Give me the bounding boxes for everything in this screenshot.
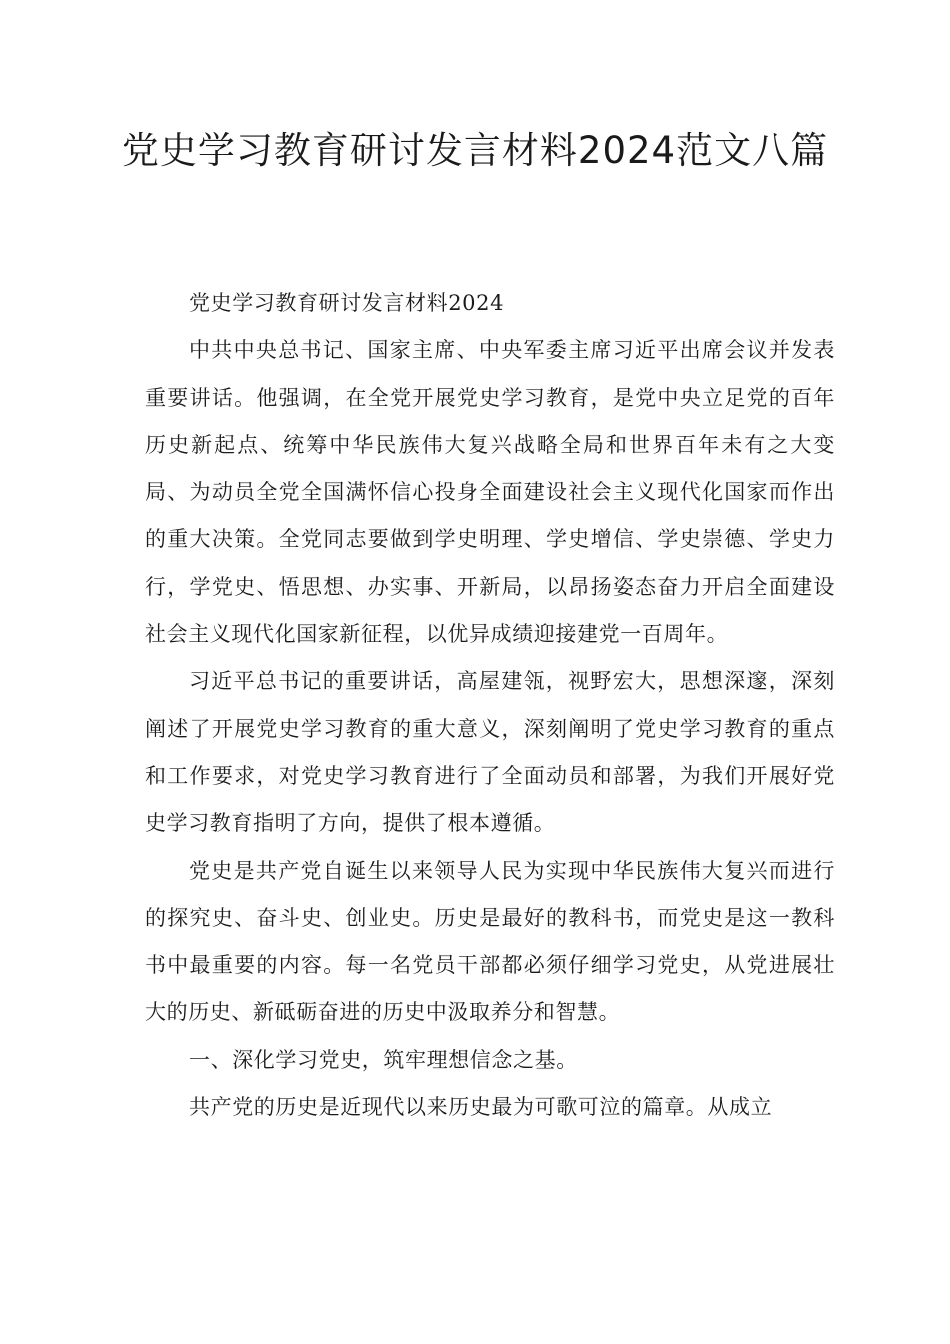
section-heading: 一、深化学习党史，筑牢理想信念之基。 <box>189 1047 578 1072</box>
document-title: 党史学习教育研讨发言材料2024范文八篇 <box>121 129 829 172</box>
paragraph: 中共中央总书记、国家主席、中央军委主席习近平出席会议并发表重要讲话。他强调，在全党开展党史学习教育，是党中央立足党的百年历史新起点、统筹中华民族伟大复兴战略全局和世界百年未有之大变局、为动员全党全国满怀信心投身全面建设社会主义现代化国家而作出的重大决策。全党同志要做到学史明理、学史增信、学史崇德、学史力行，学党史、悟思想、办实事、开新局，以昂扬姿态奋力开启全面建设社会主义现代化国家新征程，以优异成绩迎接建党一百周年。 <box>145 338 835 647</box>
document-body <box>145 280 835 1131</box>
paragraph-subtitle: 党史学习教育研讨发言材料2024 <box>189 291 505 315</box>
paragraph: 习近平总书记的重要讲话，高屋建瓴，视野宏大，思想深邃，深刻阐述了开展党史学习教育的重大意义，深刻阐明了党史学习教育的重点和工作要求，对党史学习教育进行了全面动员和部署，为我们开展好党史学习教育指明了方向，提供了根本遵循。 <box>145 669 835 836</box>
paragraph: 党史是共产党自诞生以来领导人民为实现中华民族伟大复兴而进行的探究史、奋斗史、创业史。历史是最好的教科书，而党史是这一教科书中最重要的内容。每一名党员干部都必须仔细学习党史，从党进展壮大的历史、新砥砺奋进的历史中汲取养分和智慧。 <box>145 858 835 1025</box>
paragraph: 共产党的历史是近现代以来历史最为可歌可泣的篇章。从成立 <box>189 1095 773 1120</box>
